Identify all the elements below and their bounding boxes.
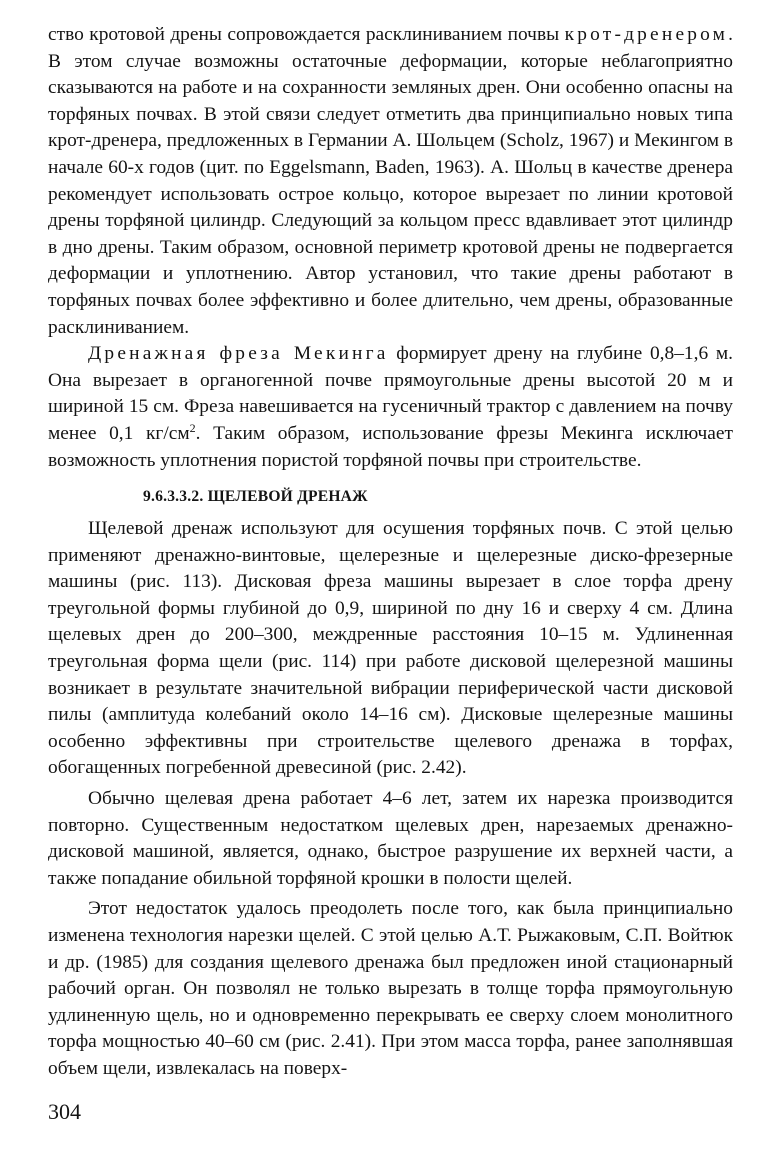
section-heading: 9.6.3.3.2. ЩЕЛЕВОЙ ДРЕНАЖ [143, 488, 368, 506]
paragraph-slit-drainage: Щелевой дренаж используют для осушения торфяных почв. С этой целью применяют дренажно-винтовые, щелерезные и щелерезные диско-фрезерные машины (рис. 113). Дисковая фреза машины вырезает в слое торфа дрену треугольной формы глубиной до 0,9, шириной по дну 16 и сверху 4 см. Длина щелевых дрен до 200–300, междренные расстояния 10–15 м. Удлиненная треугольная форма щели (рис. 114) при работе дисковой щелерезной машины возникает в результате значительной вибрации периферической части дисковой пилы (амплитуда колебаний около 14–16 см). Дисковые щелерезные машины особенно эффективны при строительстве щелевого дренажа в торфах, обогащенных погребенной древесиной (рис. 2.42). [48, 518, 733, 779]
emphasized-term: Дренажная фреза Мекинга [88, 343, 389, 365]
paragraph-text: ство кротовой дрены сопровождается расклиниванием почвы [48, 24, 565, 45]
paragraph-text: . Таким образом, использование фрезы Мекинга исключает возможность уплотнения пористой торфяной почвы при строительстве. [48, 422, 733, 471]
superscript: 2 [189, 420, 196, 435]
paragraph-text: . В этом случае возможны остаточные деформации, которые неблагоприятно сказываются на работе и на сохранности земляных дрен. Они особенно опасны на торфяных почвах. В этой связи следует отметить два принципиально новых типа крот-дренера, предложенных в Германии А. Шольцем (Scholz, 1967) и Мекингом в начале 60-х годов (цит. по Eggelsmann, Baden, 1963). А. Шольц в качестве дренера рекомендует использовать острое кольцо, которое вырезает по линии кротовой дрены торфяной цилиндр. Следующий за кольцом пресс вдавливает этот цилиндр в дно дрены. Таким образом, основной периметр кротовой дрены не подвергается деформации и уплотнению. Автор установил, что такие дрены работают в торфяных почвах более эффективно и более длительно, чем дрены, образованные расклиниванием. [48, 24, 733, 338]
paragraph-mole-drain [48, 22, 733, 341]
paragraph-slit-lifetime: Обычно щелевая дрена работает 4–6 лет, затем их нарезка производится повторно. Существенным недостатком щелевых дрен, нарезаемых дренажно-дисковой машиной, является, однако, быстрое разрушение их верхней части, а также попадание обильной торфяной крошки в полости щелей. [48, 788, 733, 889]
paragraph-text: формирует дрену на глубине 0,8–1,6 м. Она вырезает в органогенной почве прямоугольные дрены высотой 20 м и шириной 15 см. Фреза навешивается на гусеничный трактор с давлением на почву менее 0,1 кг/см [48, 343, 733, 444]
paragraph-mecking-cutter [48, 341, 733, 474]
emphasized-term: крот-дренером [564, 24, 729, 45]
paragraph-new-technology: Этот недостаток удалось преодолеть после того, как была принципиально изменена технология нарезки щелей. С этой целью А.Т. Рыжаковым, С.П. Войтюк и др. (1985) для создания щелевого дренажа был предложен иной стационарный рабочий орган. Он позволял не только вырезать в толще торфа прямоугольную удлиненную щель, но и одновременно перекрывать ее сверху слоем монолитного торфа мощностью 40–60 см (рис. 2.41). При этом масса торфа, ранее заполнявшая объем щели, извлекалась на поверх- [48, 898, 733, 1079]
page-body [48, 22, 733, 1083]
page-number: 304 [48, 1099, 81, 1124]
